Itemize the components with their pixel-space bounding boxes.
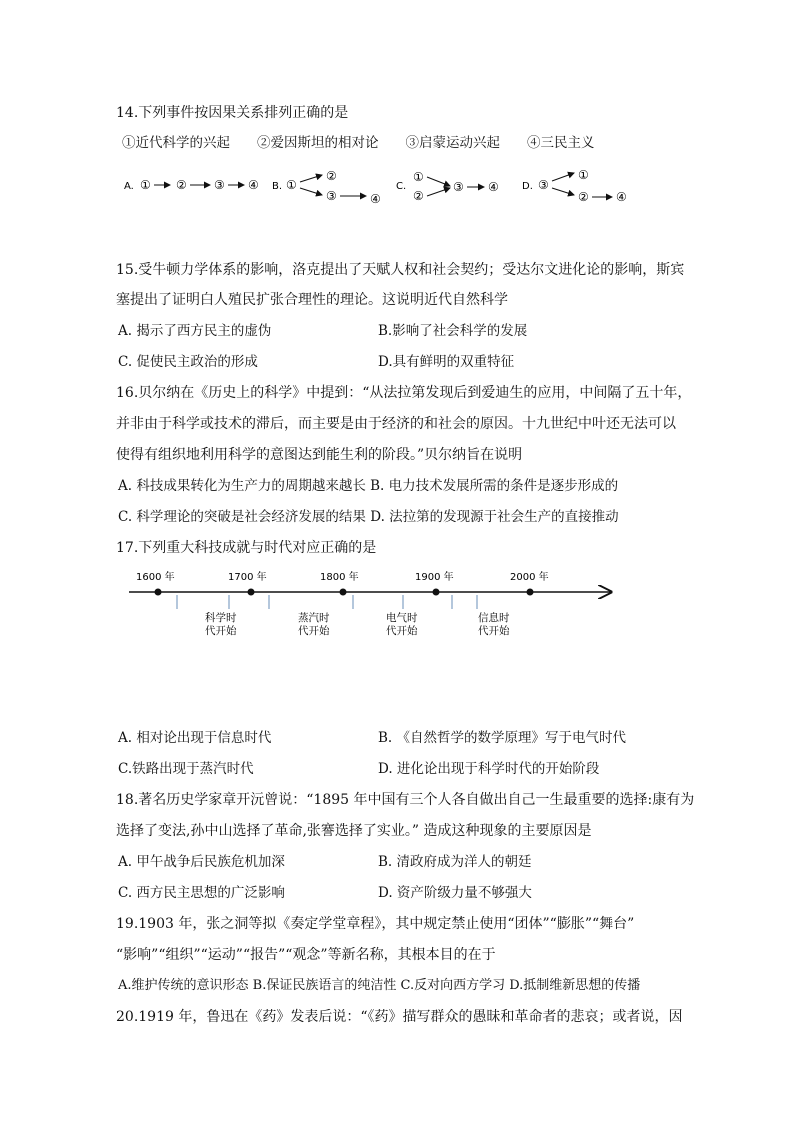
q16-stem-line3: 使得有组织地利用科学的意图达到能生利的阶段。”贝尔纳旨在说明 — [116, 447, 523, 463]
q14-c-n3: ③ — [453, 180, 464, 194]
q14-d-n3: ② — [578, 190, 589, 204]
q14-b-n2: ② — [326, 169, 337, 183]
q14-a-label: A. — [124, 181, 134, 192]
q14-options-diagram — [118, 168, 678, 208]
q15-option-c: C. 促使民主政治的形成 — [118, 354, 258, 370]
year-dot-1800 — [340, 589, 347, 596]
q14-a-n3: ③ — [214, 178, 225, 192]
q14-b-n3: ③ — [326, 189, 337, 203]
q18-option-d: D. 资产阶级力量不够强大 — [378, 885, 532, 901]
year-dot-1900 — [433, 589, 440, 596]
q19-stem-line1: 19.1903 年，张之洞等拟《奏定学堂章程》，其中规定禁止使用“团体”“膨胀”“舞台” — [116, 916, 635, 932]
era-science-l1: 科学时 — [205, 612, 237, 624]
q14-a-n4: ④ — [248, 178, 259, 192]
q17-option-a: A. 相对论出现于信息时代 — [118, 730, 272, 746]
q14-d-n1: ③ — [538, 178, 549, 192]
q18-option-b: B. 清政府成为洋人的朝廷 — [378, 854, 532, 870]
q16-stem-line1: 16.贝尔纳在《历史上的科学》中提到：“从法拉第发现后到爱迪生的应用，中间隔了五十年， — [116, 385, 692, 401]
q17-option-d: D. 进化论出现于科学时代的开始阶段 — [378, 761, 600, 777]
year-label-1800: 1800 年 — [320, 572, 359, 583]
q18-stem-line1: 18.著名历史学家章开沅曾说：“1895 年中国有三个人各自做出自己一生最重要的选择:康有为 — [116, 792, 695, 808]
q15-stem-line1: 15.受牛顿力学体系的影响，洛克提出了天赋人权和社会契约；受达尔文进化论的影响，斯宾 — [116, 262, 685, 278]
q14-b-label: B. — [272, 181, 283, 192]
year-label-1700: 1700 年 — [228, 572, 267, 583]
q18-stem-line2: 选择了变法,孙中山选择了革命,张謇选择了实业。” 造成这种现象的主要原因是 — [116, 823, 592, 839]
q14-d-n4: ④ — [616, 190, 627, 204]
year-label-1600: 1600 年 — [136, 572, 175, 583]
q18-option-a: A. 甲午战争后民族危机加深 — [118, 854, 285, 870]
q14-b-n4: ④ — [370, 192, 381, 206]
q14-stem: 14.下列事件按因果关系排列正确的是 — [116, 105, 349, 121]
q14-a-n1: ① — [140, 178, 151, 192]
q15-option-b: B.影响了社会科学的发展 — [378, 323, 528, 339]
q15-stem-line2: 塞提出了证明白人殖民扩张合理性的理论。这说明近代自然科学 — [116, 292, 508, 308]
q16-options-ab: A. 科技成果转化为生产力的周期越来越长 B. 电力技术发展所需的条件是逐步形成的 — [118, 478, 619, 494]
q16-options-cd: C. 科学理论的突破是社会经济发展的结果 D. 法拉第的发现源于社会生产的直接推动 — [118, 509, 619, 525]
q14-d-n2: ① — [578, 168, 589, 182]
era-electric-l2: 代开始 — [386, 625, 418, 637]
era-electric-l1: 电气时 — [386, 612, 418, 624]
q14-c-n4: ④ — [488, 180, 499, 194]
q16-stem-line2: 并非由于科学或技术的滞后，而主要是由于经济的和社会的原因。十九世纪中叶还无法可以 — [116, 416, 676, 432]
q17-option-c: C.铁路出现于蒸汽时代 — [118, 761, 254, 777]
era-info-l1: 信息时 — [478, 612, 510, 624]
q14-a-n2: ② — [176, 178, 187, 192]
year-dot-1700 — [248, 589, 255, 596]
q17-stem: 17.下列重大科技成就与时代对应正确的是 — [116, 540, 377, 556]
q18-option-c: C. 西方民主思想的广泛影响 — [118, 885, 285, 901]
year-label-2000: 2000 年 — [510, 572, 549, 583]
q17-option-b: B. 《自然哲学的数学原理》写于电气时代 — [378, 730, 627, 746]
year-dot-2000 — [527, 589, 534, 596]
q14-items: ①近代科学的兴起 ②爱因斯坦的相对论 ③启蒙运动兴起 ④三民主义 — [122, 135, 595, 151]
era-info-l2: 代开始 — [478, 625, 510, 637]
year-label-1900: 1900 年 — [415, 572, 454, 583]
q14-d-label: D. — [522, 181, 533, 192]
era-steam-l2: 代开始 — [298, 625, 330, 637]
era-science-l2: 代开始 — [205, 625, 237, 637]
q20-stem-line1: 20.1919 年，鲁迅在《药》发表后说：“《药》描写群众的愚昧和革命者的悲哀；或者说，因 — [116, 1009, 683, 1025]
q15-option-d: D.具有鲜明的双重特征 — [378, 354, 515, 370]
q14-c-n1: ① — [413, 170, 424, 184]
q19-options: A.维护传统的意识形态 B.保证民族语言的纯洁性 C.反对向西方学习 D.抵制维新思想的传播 — [118, 978, 641, 993]
q17-timeline — [125, 565, 625, 645]
q19-stem-line2: “影响”“组织”“运动”“报告”“观念”等新名称，其根本目的在于 — [116, 947, 496, 963]
q14-c-n2: ② — [413, 189, 424, 203]
era-steam-l1: 蒸汽时 — [298, 612, 330, 624]
q14-c-label: C. — [396, 181, 407, 192]
q15-option-a: A. 揭示了西方民主的虚伪 — [118, 323, 272, 339]
year-dot-1600 — [155, 589, 162, 596]
q14-b-n1: ① — [286, 178, 297, 192]
